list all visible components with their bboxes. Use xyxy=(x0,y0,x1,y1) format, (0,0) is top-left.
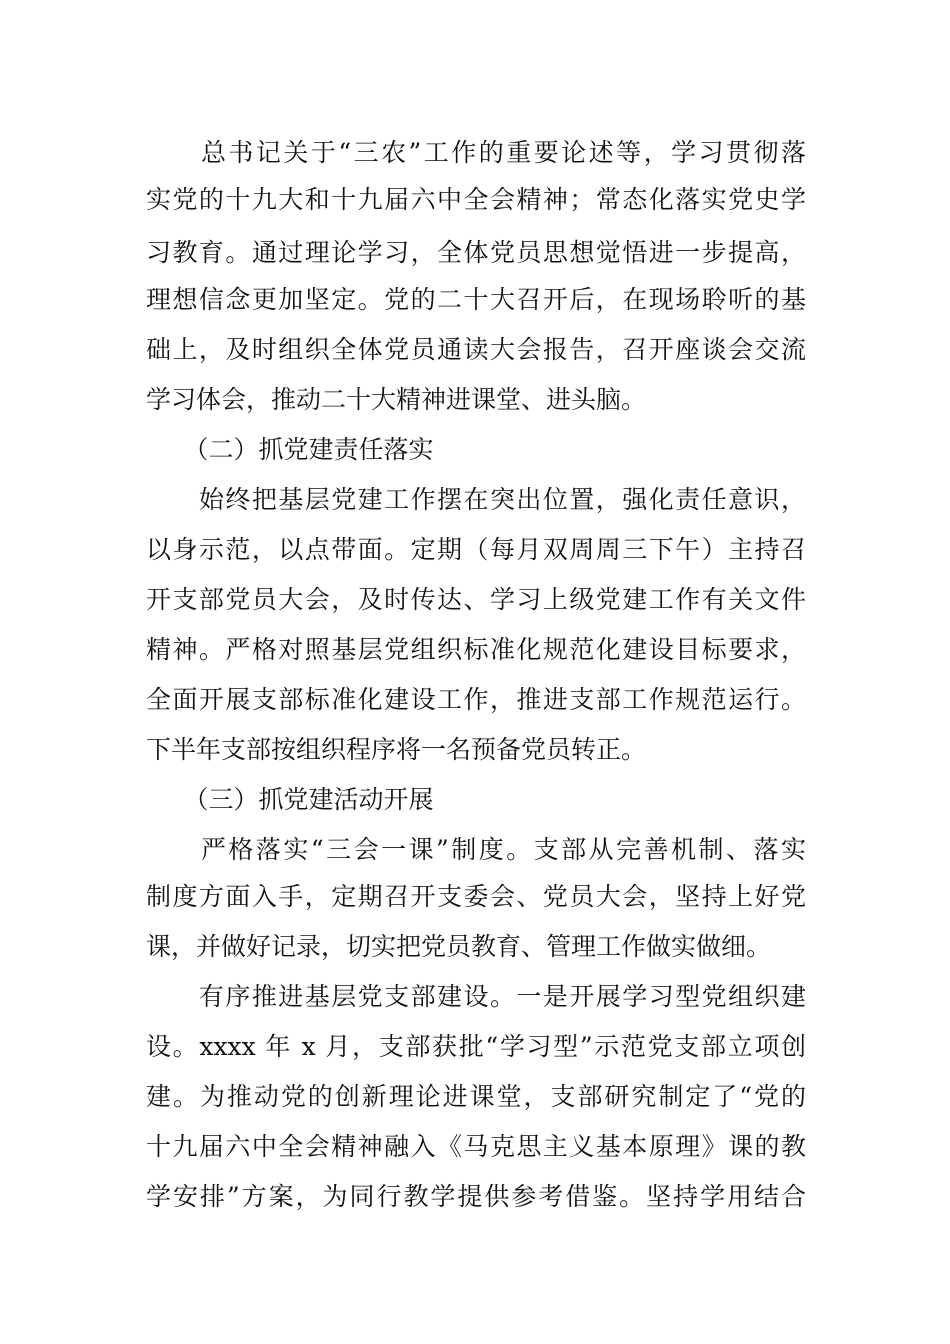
text-line: 精神。严格对照基层党组织标准化规范化建设目标要求， xyxy=(146,635,806,664)
text-line: 实党的十九大和十九届六中全会精神；常态化落实党史学 xyxy=(146,185,806,214)
text-line: 十九届六中全会精神融入《马克思主义基本原理》课的教 xyxy=(146,1132,806,1161)
text-line: 课，并做好记录，切实把党员教育、管理工作做实做细。 xyxy=(146,932,772,961)
section-heading: （三）抓党建活动开展 xyxy=(146,785,434,814)
text-line: 开支部党员大会，及时传达、学习上级党建工作有关文件 xyxy=(146,585,806,614)
text-line: 下半年支部按组织程序将一名预备党员转正。 xyxy=(146,735,647,764)
text-line: 总书记关于“三农”工作的重要论述等，学习贯彻落 xyxy=(146,138,806,167)
section-heading: （二）抓党建责任落实 xyxy=(146,435,434,464)
text-line: 以身示范，以点带面。定期（每月双周周三下午）主持召 xyxy=(146,535,806,564)
text-line: 习教育。通过理论学习，全体党员思想觉悟进一步提高， xyxy=(146,238,806,267)
text-line: 建。为推动党的创新理论进课堂，支部研究制定了“党的 xyxy=(146,1082,806,1111)
text-line: 学习体会，推动二十大精神进课堂、进头脑。 xyxy=(146,385,647,414)
text-line: 有序推进基层党支部建设。一是开展学习型党组织建 xyxy=(146,982,806,1011)
text-line: 全面开展支部标准化建设工作，推进支部工作规范运行。 xyxy=(146,685,806,714)
text-line: 理想信念更加坚定。党的二十大召开后，在现场聆听的基 xyxy=(146,285,806,314)
text-line: 学安排”方案，为同行教学提供参考借鉴。坚持学用结合 xyxy=(146,1182,806,1211)
text-line: 严格落实“三会一课”制度。支部从完善机制、落实 xyxy=(146,835,806,864)
text-line: 始终把基层党建工作摆在突出位置，强化责任意识， xyxy=(146,485,806,514)
text-line: 制度方面入手，定期召开支委会、党员大会，坚持上好党 xyxy=(146,882,806,911)
text-line: 设。xxxx 年 x 月，支部获批“学习型”示范党支部立项创 xyxy=(146,1032,806,1061)
text-line: 础上，及时组织全体党员通读大会报告，召开座谈会交流 xyxy=(146,335,806,364)
